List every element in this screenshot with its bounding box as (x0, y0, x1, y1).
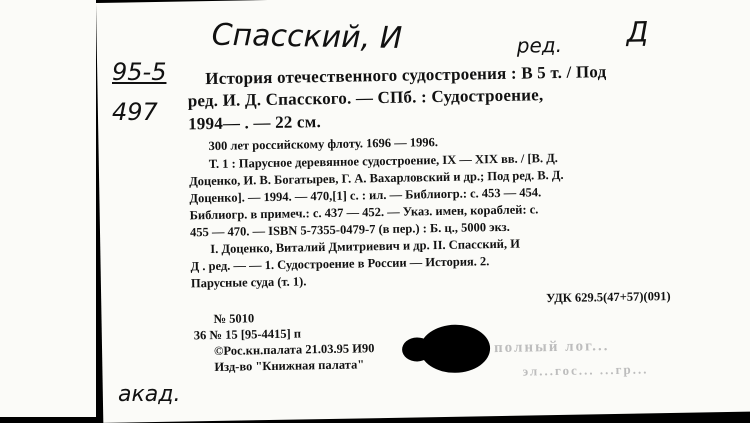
handwritten-bottom-note: акад. (118, 382, 181, 407)
card-line-11: Д . ред. — — 1. Судостроение в России — История. 2. (190, 254, 490, 274)
card-line-6: Доценко, И. В. Богатырев, Г. А. Вахарловский и др.; Под ред. В. Д. (189, 167, 564, 189)
call-number-bottom: 497 (112, 98, 158, 126)
publisher-line: Изд-во "Книжная палата" (214, 357, 365, 374)
faint-stamp-line-1: полный лог... (493, 338, 610, 357)
card-line-1: История отечественного судостроения : В 5 т. / Под (205, 62, 607, 89)
card-line-7: Доценко]. — 1994. — 470,[1] с. : ил. — Библиогр.: с. 453 — 454. (189, 185, 542, 206)
faint-stamp-line-2: эл...гос... ...гр... (522, 361, 649, 379)
card-line-2: ред. И. Д. Спасского. — СПб. : Судостроение, (187, 85, 544, 111)
card-line-10: I. Доценко, Виталий Дмитриевич и др. II. Спасский, И (210, 236, 521, 257)
card-line-9: 455 — 470. — ISBN 5-7355-0479-7 (в пер.) : Б. ц., 5000 экз. (189, 219, 510, 240)
call-number-top: 95-5 (112, 58, 167, 86)
handwritten-red: ред. (516, 32, 563, 58)
card-left-edge (0, 0, 96, 417)
card-code: 36 № 15 [95-4415] п (193, 326, 302, 343)
handwritten-author: Спасский, И (211, 17, 403, 56)
udc-code: УДК 629.5(47+57)(091) (546, 289, 671, 306)
card-line-8: Библиогр. в примеч.: с. 437 — 452. — Указ. имен, кораблей: с. (189, 202, 539, 223)
card-number: № 5010 (213, 311, 255, 326)
card-line-3: 1994— . — 22 см. (187, 112, 322, 134)
card-line-4: 300 лет российскому флоту. 1696 — 1996. (208, 135, 439, 154)
catalog-card (96, 0, 750, 423)
handwritten-letter: Д (626, 15, 649, 49)
card-line-12: Парусные суда (т. 1). (190, 274, 307, 291)
card-line-5: Т. 1 : Парусное деревянное судостроение, IX — XIX вв. / [В. Д. (208, 150, 558, 172)
copyright-line: ©Рос.кн.палата 21.03.95 И90 (213, 341, 375, 358)
